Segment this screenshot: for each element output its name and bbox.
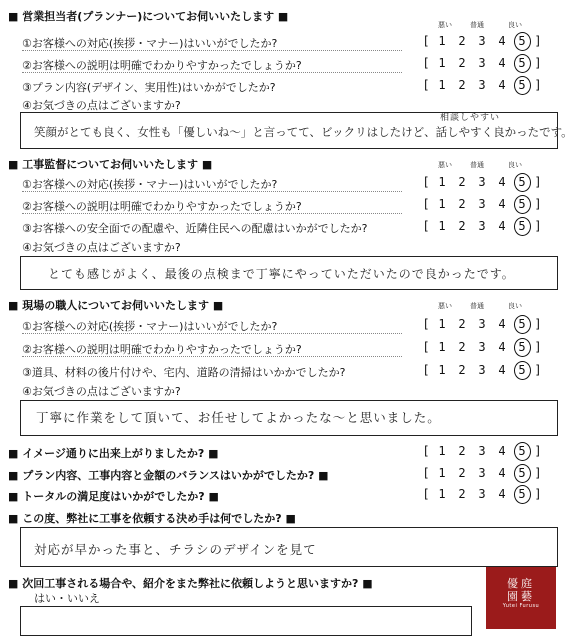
label-normal: 普通 bbox=[470, 302, 484, 310]
general-question-2: ■ プラン内容、工事内容と金額のバランスはいかがでしたか? ■ bbox=[8, 469, 329, 482]
s3-q1-rating[interactable]: [ 1 2 3 4 5 ] bbox=[422, 317, 542, 331]
s1-q3-selected: 5 bbox=[512, 78, 532, 92]
g2-selected: 5 bbox=[512, 466, 532, 480]
s1-q3-rating[interactable]: [ 1 2 3 4 5 ] bbox=[422, 78, 542, 92]
general-question-3: ■ トータルの満足度はいかがでしたか? ■ bbox=[8, 490, 219, 503]
s3-q3-selected: 5 bbox=[512, 363, 532, 377]
s1-q1-rating[interactable]: [ 1 2 3 4 5 ] bbox=[422, 34, 542, 48]
section1-title: ■ 営業担当者(プランナー)についてお伺いいたします ■ bbox=[8, 10, 289, 23]
s2-q3-selected: 5 bbox=[512, 219, 532, 233]
s3-question-3: ③道具、材料の後片付けや、宅内、道路の清掃はいかかでしたか? bbox=[22, 366, 346, 379]
general-question-1: ■ イメージ通りに出来上がりましたか? ■ bbox=[8, 447, 219, 460]
s2-question-1: ①お客様への対応(挨拶・マナー)はいいがでしたか? bbox=[22, 178, 278, 191]
g3-rating[interactable]: [ 1 2 3 4 5 ] bbox=[422, 487, 542, 501]
label-normal: 普通 bbox=[470, 161, 484, 169]
yes-no-choice[interactable]: はい・いいえ bbox=[34, 592, 100, 605]
s1-question-2: ②お客様への説明は明確でわかりやすかったでしょうか? bbox=[22, 59, 302, 72]
logo-line2: 園藝 bbox=[507, 590, 535, 603]
g4-answer: 対応が早かった事と、チラシのデザインを見て bbox=[34, 542, 317, 557]
label-good: 良い bbox=[508, 161, 522, 169]
s3-q2-rating[interactable]: [ 1 2 3 4 5 ] bbox=[422, 340, 542, 354]
g2-rating[interactable]: [ 1 2 3 4 5 ] bbox=[422, 466, 542, 480]
s2-question-4: ④お気づきの点はございますか? bbox=[22, 241, 181, 254]
divider bbox=[22, 72, 402, 73]
g1-selected: 5 bbox=[512, 444, 532, 458]
section2-title: ■ 工事監督についてお伺いいたします ■ bbox=[8, 158, 213, 171]
s3-q2-selected: 5 bbox=[512, 340, 532, 354]
label-bad: 悪い bbox=[438, 161, 452, 169]
s3-comment: 丁寧に作業をして頂いて、お任せしてよかったな〜と思いました。 bbox=[36, 410, 441, 425]
label-bad: 悪い bbox=[438, 302, 452, 310]
s1-comment-note: 相談しやすい bbox=[440, 113, 501, 123]
label-good: 良い bbox=[508, 302, 522, 310]
s3-question-1: ①お客様への対応(挨拶・マナー)はいいがでしたか? bbox=[22, 320, 278, 333]
divider bbox=[22, 356, 402, 357]
s1-q1-selected: 5 bbox=[512, 34, 532, 48]
s1-question-1: ①お客様への対応(挨拶・マナー)はいいがでしたか? bbox=[22, 37, 278, 50]
label-normal: 普通 bbox=[470, 21, 484, 29]
s1-q2-selected: 5 bbox=[512, 56, 532, 70]
s2-q1-selected: 5 bbox=[512, 175, 532, 189]
divider bbox=[22, 50, 402, 51]
s3-question-2: ②お客様への説明は明確でわかりやすかったでしょうか? bbox=[22, 343, 302, 356]
s1-question-3: ③プラン内容(デザイン、実用性)はいかがでしたか? bbox=[22, 81, 276, 94]
divider bbox=[22, 333, 402, 334]
s2-q3-rating[interactable]: [ 1 2 3 4 5 ] bbox=[422, 219, 542, 233]
company-logo bbox=[486, 567, 556, 629]
label-good: 良い bbox=[508, 21, 522, 29]
s1-question-4: ④お気づきの点はございますか? bbox=[22, 99, 181, 112]
divider bbox=[22, 191, 402, 192]
general-question-5: ■ 次回工事される場合や、紹介をまた弊社に依頼しようと思いますか? ■ bbox=[8, 577, 373, 590]
section3-title: ■ 現場の職人についてお伺いいたします ■ bbox=[8, 299, 224, 312]
s3-question-4: ④お気づきの点はございますか? bbox=[22, 385, 181, 398]
s2-q2-rating[interactable]: [ 1 2 3 4 5 ] bbox=[422, 197, 542, 211]
s2-comment: とても感じがよく、最後の点検まで丁寧にやっていただいたので良かったです。 bbox=[48, 267, 515, 281]
s3-q1-selected: 5 bbox=[512, 317, 532, 331]
s2-question-3: ③お客様への安全面での配慮や、近隣住民への配慮はいかがでしたか? bbox=[22, 222, 368, 235]
g1-rating[interactable]: [ 1 2 3 4 5 ] bbox=[422, 444, 542, 458]
s2-question-2: ②お客様への説明は明確でわかりやすかったでしょうか? bbox=[22, 200, 302, 213]
g5-answer-box bbox=[20, 606, 472, 636]
label-bad: 悪い bbox=[438, 21, 452, 29]
logo-line1: 優庭 bbox=[507, 577, 535, 590]
divider bbox=[22, 213, 402, 214]
s2-q2-selected: 5 bbox=[512, 197, 532, 211]
s1-q2-rating[interactable]: [ 1 2 3 4 5 ] bbox=[422, 56, 542, 70]
g3-selected: 5 bbox=[512, 487, 532, 501]
s3-q3-rating[interactable]: [ 1 2 3 4 5 ] bbox=[422, 363, 542, 377]
logo-line3: Yutei Furusu bbox=[502, 603, 540, 609]
s2-q1-rating[interactable]: [ 1 2 3 4 5 ] bbox=[422, 175, 542, 189]
s1-comment: 笑顔がとても良く、女性も「優しいね〜」と言ってて、ビックリはしたけど、話しやすく良かったです。 bbox=[34, 125, 573, 139]
general-question-4: ■ この度、弊社に工事を依頼する決め手は何でしたか? ■ bbox=[8, 512, 296, 525]
